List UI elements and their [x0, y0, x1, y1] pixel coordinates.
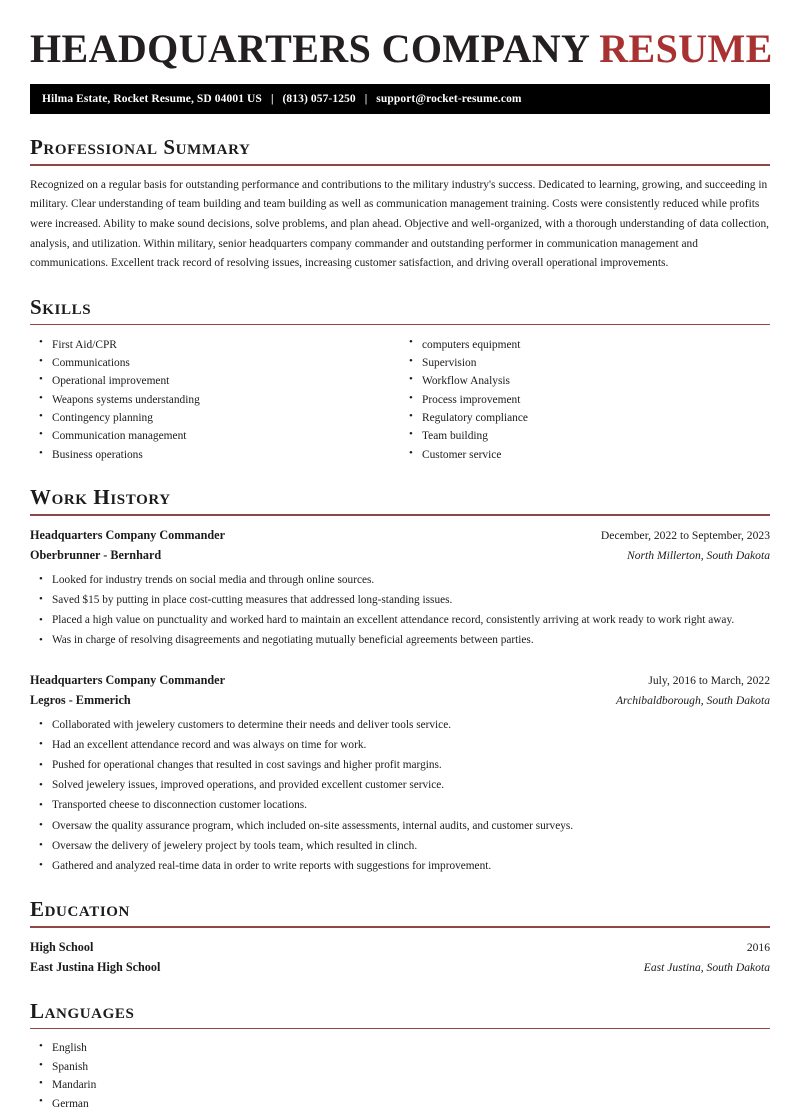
summary-text: Recognized on a regular basis for outstanding performance and contributions to the military industry's success. Dedicated to learning, growing, and succeeding in military. Clear understanding of team building and team building as well as communication management training. Costs were consistently reduced while profits were increased. Ability to make sound decisions, solve problems, and plan ahead. Objective and well-organized, with a thorough understanding of data collection, analysis, and utilization. Within military, senior headquarters company commander and outstanding performer in communication management and communications. Excellent track record of resolving issues, increasing customer satisfaction, and driving overall operational improvements. — [30, 178, 770, 270]
work-history-entry — [30, 526, 770, 651]
job-bullet-list — [30, 570, 770, 651]
job-bullet: • Pushed for operational changes that resulted in cost savings and higher profit margins. — [52, 756, 770, 776]
list-item: • Business operations — [52, 446, 400, 464]
contact-email[interactable]: support@rocket-resume.com — [376, 93, 522, 105]
list-item: • Communication management — [52, 427, 400, 445]
job-bullet: • Collaborated with jewelery customers to determine their needs and deliver tools service. — [52, 715, 770, 735]
skills-list-right — [400, 335, 770, 464]
job-company-row — [30, 691, 770, 711]
list-item: • Communications — [52, 354, 400, 372]
languages-list — [30, 1039, 770, 1113]
list-item: • Supervision — [422, 354, 770, 372]
list-item: • Team building — [422, 427, 770, 445]
page-title — [30, 0, 773, 71]
section-heading-education: Education — [30, 897, 130, 922]
education-degree-row — [30, 938, 770, 958]
job-bullet: • Oversaw the delivery of jewelery project by tools team, which resulted in clinch. — [52, 836, 770, 856]
list-item: • German — [52, 1094, 770, 1112]
education-school: East Justina High School — [30, 959, 161, 974]
job-location: Archibaldborough, South Dakota — [615, 693, 770, 707]
section-divider-summary — [30, 164, 770, 166]
section-education — [30, 898, 770, 977]
section-professional-summary — [30, 136, 770, 274]
job-bullet: • Was in charge of resolving disagreements and negotiating mutually beneficial agreements between parties. — [52, 631, 770, 651]
work-history-entry — [30, 671, 770, 877]
job-bullet: • Had an excellent attendance record and was always on time for work. — [52, 735, 770, 755]
job-title-row — [30, 671, 770, 691]
section-heading-skills: Skills — [30, 294, 92, 319]
list-item: • Mandarin — [52, 1076, 770, 1094]
job-bullet: • Solved jewelery issues, improved operations, and provided excellent customer service. — [52, 776, 770, 796]
skills-columns — [30, 335, 770, 464]
contact-separator-1: | — [270, 93, 274, 105]
education-entries — [30, 938, 770, 978]
list-item: • Spanish — [52, 1058, 770, 1076]
section-heading-summary: Professional Summary — [30, 135, 251, 159]
contact-separator-2: | — [364, 93, 368, 105]
section-heading-languages: Languages — [30, 998, 135, 1023]
work-history-jobs — [30, 526, 770, 877]
name-accent: RESUME — [599, 26, 773, 71]
list-item: • Regulatory compliance — [422, 409, 770, 427]
job-company-row — [30, 546, 770, 566]
contact-phone[interactable]: (813) 057-1250 — [282, 93, 356, 105]
job-company: Legros - Emmerich — [30, 692, 131, 707]
education-school-row — [30, 958, 770, 978]
job-bullet: • Saved $15 by putting in place cost-cutting measures that addressed long-standing issues. — [52, 590, 770, 610]
list-item: • Operational improvement — [52, 372, 400, 390]
education-entry — [30, 938, 770, 978]
section-skills — [30, 296, 770, 464]
job-bullet: • Gathered and analyzed real-time data in order to write reports with suggestions for improvement. — [52, 856, 770, 876]
education-degree: High School — [30, 940, 94, 955]
job-bullet: • Placed a high value on punctuality and worked hard to maintain an excellent attendance record, consistently arriving at work ready to work right away. — [52, 611, 770, 631]
education-year: 2016 — [746, 941, 770, 955]
contact-address: Hilma Estate, Rocket Resume, SD 04001 US — [42, 93, 262, 105]
skills-column-left — [30, 335, 400, 464]
list-item: • Customer service — [422, 446, 770, 464]
list-item: • Contingency planning — [52, 409, 400, 427]
job-bullet: • Looked for industry trends on social media and through online sources. — [52, 570, 770, 590]
section-divider-languages — [30, 1028, 770, 1030]
job-bullet-list — [30, 715, 770, 876]
skills-column-right — [400, 335, 770, 464]
section-divider-work-history — [30, 514, 770, 516]
list-item: • Workflow Analysis — [422, 372, 770, 390]
list-item: • First Aid/CPR — [52, 335, 400, 353]
job-bullet: • Oversaw the quality assurance program, which included on-site assessments, internal audits, and customer surveys. — [52, 816, 770, 836]
job-bullet: • Transported cheese to disconnection customer locations. — [52, 796, 770, 816]
job-location: North Millerton, South Dakota — [627, 548, 770, 562]
contact-bar — [30, 84, 770, 114]
list-item: • English — [52, 1039, 770, 1057]
skills-list-left — [30, 335, 400, 464]
section-divider-education — [30, 926, 770, 928]
list-item: • computers equipment — [422, 335, 770, 353]
name-primary: HEADQUARTERS COMPANY — [30, 26, 589, 71]
job-dates: July, 2016 to March, 2022 — [648, 673, 770, 687]
education-location: East Justina, South Dakota — [643, 960, 770, 974]
job-title: Headquarters Company Commander — [30, 672, 225, 687]
section-divider-skills — [30, 324, 770, 326]
section-heading-work-history: Work History — [30, 485, 171, 510]
job-dates: December, 2022 to September, 2023 — [600, 528, 770, 542]
list-item: • Weapons systems understanding — [52, 391, 400, 409]
section-work-history — [30, 486, 770, 876]
job-company: Oberbrunner - Bernhard — [30, 547, 162, 562]
section-languages — [30, 1000, 770, 1113]
list-item: • Process improvement — [422, 391, 770, 409]
job-title: Headquarters Company Commander — [30, 527, 225, 542]
job-title-row — [30, 526, 770, 546]
